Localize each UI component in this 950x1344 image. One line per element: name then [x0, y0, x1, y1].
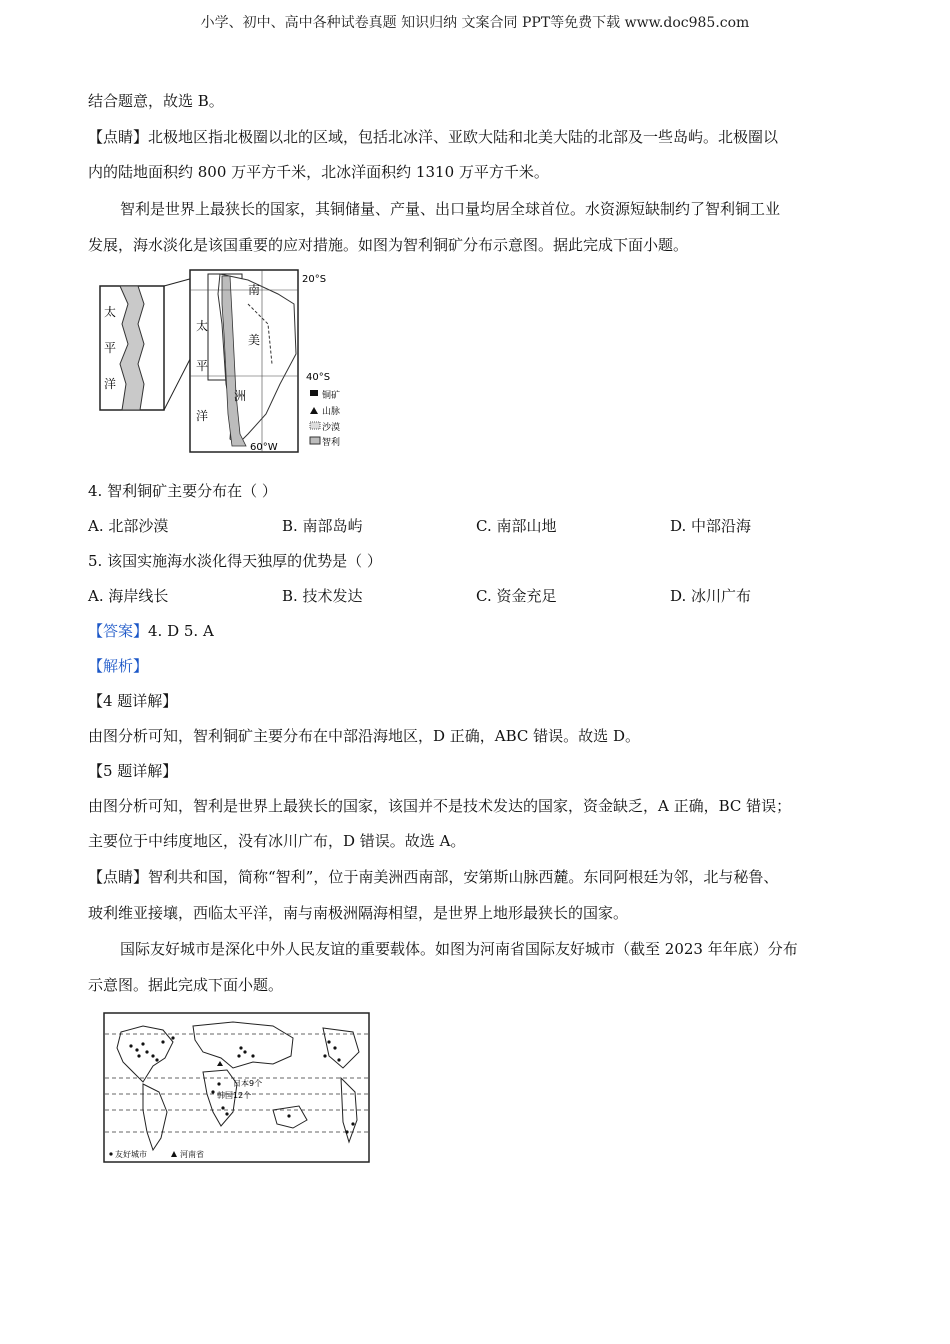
question-5: 5. 该国实施海水淡化得天独厚的优势是（ ）: [88, 552, 382, 570]
answer-line: [88, 620, 214, 641]
tip-line: 玻利维亚接壤，西临太平洋，南与南极洲隔海相望，是世界上地形最狭长的国家。: [88, 904, 629, 922]
text-line: 结合题意，故选 B。: [88, 92, 224, 110]
tip-line: 内的陆地面积约 800 万平方千米，北冰洋面积约 1310 万平方千米。: [88, 163, 549, 181]
map-label: 洲: [234, 389, 247, 403]
legend-item: 山脉: [322, 407, 341, 417]
friendship-city-map: [103, 1012, 371, 1168]
q4-option-b: B. 南部岛屿: [282, 517, 363, 535]
map-label: 日本9个: [233, 1079, 263, 1088]
q4-option-c: C. 南部山地: [476, 517, 557, 535]
inset-label: 太: [104, 305, 117, 319]
legend-item: 智利: [322, 438, 341, 448]
map-label: 洋: [196, 409, 209, 423]
q4-option-a: A. 北部沙漠: [88, 517, 169, 535]
detail-title: 【4 题详解】: [88, 692, 178, 710]
intro-line: 发展，海水淡化是该国重要的应对措施。如图为智利铜矿分布示意图。据此完成下面小题。: [88, 236, 689, 254]
map-label: 太: [196, 319, 209, 333]
map-label: 南: [248, 283, 261, 297]
legend-item: 铜矿: [322, 391, 341, 401]
page-header: 小学、初中、高中各种试卷真题 知识归纳 文案合同 PPT等免费下载 www.doc985.com: [200, 15, 750, 31]
intro-line: 示意图。据此完成下面小题。: [88, 976, 284, 994]
q4-option-d: D. 中部沿海: [670, 517, 752, 535]
analysis-tag: 【解析】: [88, 657, 149, 675]
inset-label: 洋: [104, 377, 117, 391]
legend-item: 友好城市: [115, 1150, 147, 1159]
detail-title: 【5 题详解】: [88, 762, 178, 780]
lon-label: 60°W: [250, 442, 278, 453]
q5-option-d: D. 冰川广布: [670, 587, 752, 605]
detail-text: 主要位于中纬度地区，没有冰川广布，D 错误。故选 A。: [88, 832, 466, 850]
question-4: 4. 智利铜矿主要分布在（ ）: [88, 482, 277, 500]
lat-label: 40°S: [306, 372, 331, 383]
lat-label: 20°S: [302, 274, 327, 285]
detail-text: 由图分析可知，智利铜矿主要分布在中部沿海地区，D 正确，ABC 错误。故选 D。: [88, 727, 640, 745]
q5-option-b: B. 技术发达: [282, 587, 363, 605]
chile-copper-map: [98, 264, 360, 460]
map-label: 韩国12个: [217, 1091, 252, 1100]
map-label: 美: [248, 333, 261, 347]
map-label: 平: [196, 359, 209, 373]
q5-option-c: C. 资金充足: [476, 587, 557, 605]
answer-tag: 【答案】: [88, 622, 149, 640]
intro-line: 智利是世界上最狭长的国家，其铜储量、产量、出口量均居全球首位。水资源短缺制约了智利铜工业: [120, 200, 781, 218]
answer-text: 4. D 5. A: [148, 622, 214, 640]
tip-line: 【点睛】北极地区指北极圈以北的区域，包括北冰洋、亚欧大陆和北美大陆的北部及一些岛屿。北极圈以: [88, 128, 779, 146]
intro-line: 国际友好城市是深化中外人民友谊的重要载体。如图为河南省国际友好城市（截至 2023 年年底）分布: [120, 940, 798, 958]
inset-label: 平: [104, 341, 117, 355]
legend-item: 沙漠: [322, 423, 341, 433]
tip-line: 【点睛】智利共和国，简称“智利”，位于南美洲西南部，安第斯山脉西麓。东同阿根廷为邻，北与秘鲁、: [88, 868, 779, 886]
detail-text: 由图分析可知，智利是世界上最狭长的国家，该国并不是技术发达的国家，资金缺乏，A 正确，BC 错误；: [88, 797, 792, 815]
q5-option-a: A. 海岸线长: [88, 587, 169, 605]
legend-item: 河南省: [180, 1150, 204, 1159]
